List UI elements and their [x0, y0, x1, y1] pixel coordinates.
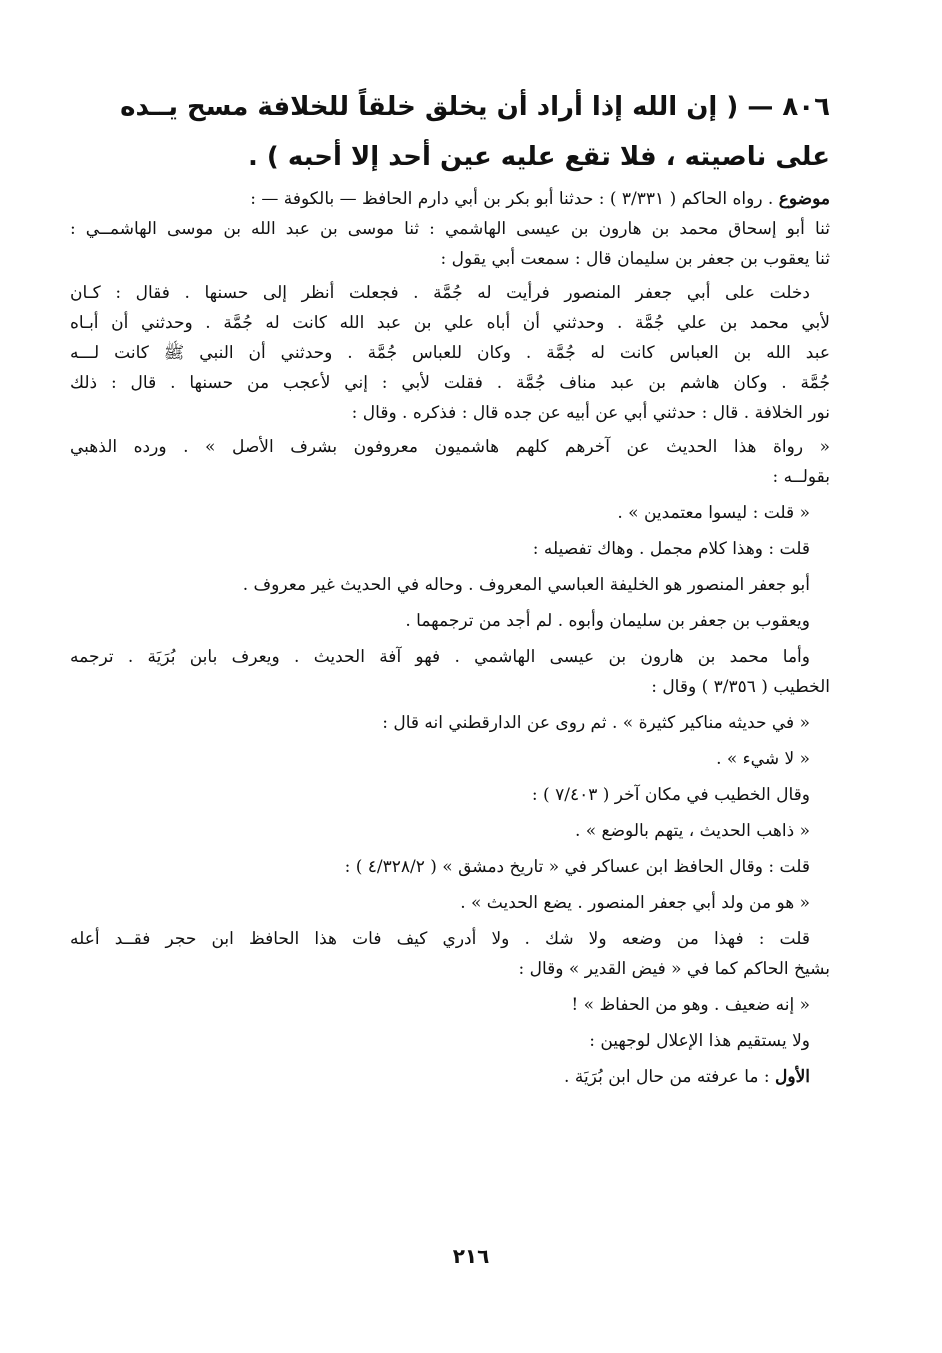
text-line: دخلت على أبي جعفر المنصور فرأيت له جُمَّة . فجعلت أنظر إلى حسنها . فقال : كـان — [70, 283, 810, 303]
text-line: « لا شيء » . — [716, 749, 810, 769]
heading-line-1: ٨٠٦ — ( إن الله إذا أراد أن يخلق خلقاً للخلافة مسح يــده — [120, 92, 830, 122]
text-line: « رواة هذا الحديث عن آخرهم كلهم هاشميون معروفون بشرف الأصل » . ورده الذهبي — [70, 437, 830, 457]
text-line: بشيخ الحاكم كما في « فيض القدير » وقال : — [518, 959, 830, 979]
text-line: « إنه ضعيف . وهو من الحفاظ » ! — [571, 995, 810, 1015]
text-line — [70, 1062, 830, 1092]
text-line: « في حديثه مناكير كثيرة » . ثم روى عن الدارقطني انه قال : — [382, 713, 810, 733]
page-number: ٢١٦ — [452, 1244, 490, 1268]
text-line: « ذاهب الحديث ، يتهم بالوضع » . — [574, 821, 810, 841]
text-line: ثنا أبو إسحاق محمد بن هارون بن عيسى الهاشمي : ثنا موسى بن عبد الله بن موسى الهاشمــي : — [70, 219, 830, 239]
text-line: جُمَّة . وكان هاشم بن عبد مناف جُمَّة . فقلت لأبي : إني لأعجب من حسنها . قال : ذلك — [70, 373, 830, 393]
first-reason-label: الأول — [775, 1067, 810, 1087]
line-text: . رواه الحاكم ( ٣/٣٣١ ) : حدثنا أبو بكر بن أبي دارم الحافظ — بالكوفة — : — [250, 189, 779, 209]
text-line: أبو جعفر المنصور هو الخليفة العباسي المعروف . وحاله في الحديث غير معروف . — [242, 575, 810, 595]
document-page — [70, 82, 830, 1092]
hadith-heading — [70, 82, 830, 182]
text-line: قلت : وهذا كلام مجمل . وهاك تفصيله : — [532, 539, 810, 559]
text-line: قلت : فهذا من وضعه ولا شك . ولا أدري كيف فات هذا الحافظ ابن حجر فقــد أعله — [70, 929, 810, 949]
text-line: « قلت : ليسوا معتمدين » . — [617, 503, 810, 523]
text-line: الخطيب ( ٣/٣٥٦ ) وقال : — [651, 677, 830, 697]
text-line: وأما محمد بن هارون بن عيسى الهاشمي . فهو آفة الحديث . ويعرف بابن بُرَيَة . ترجمه — [70, 647, 810, 667]
text-line: ولا يستقيم هذا الإعلال لوجهين : — [589, 1031, 810, 1051]
text-line: بقولــه : — [772, 467, 830, 487]
text-line: نور الخلافة . قال : حدثني أبي عن أبيه عن جده قال : فذكره . وقال : — [351, 403, 830, 423]
text-line: « هو من ولد أبي جعفر المنصور . يضع الحديث » . — [460, 893, 810, 913]
text-line: قلت : وقال الحافظ ابن عساكر في « تاريخ دمشق » ( ٤/٣٢٨/٢ ) : — [344, 857, 810, 877]
line-text: : ما عرفته من حال ابن بُرَيَة . — [564, 1067, 776, 1087]
verdict-label: موضوع — [778, 189, 830, 209]
text-line: عبد الله بن العباس كانت له جُمَّة . وكان للعباس جُمَّة . وحدثني أن النبي ﷺ كانت لـــه — [70, 343, 830, 363]
text-line: لأبي محمد بن علي جُمَّة . وحدثني أن أباه علي بن عبد الله كانت له جُمَّة . وحدثني أن أبـاه — [70, 313, 830, 333]
heading-line-2: على ناصيته ، فلا تقع عليه عين أحد إلا أحبه ) . — [247, 142, 830, 172]
text-line: ويعقوب بن جعفر بن سليمان وأبوه . لم أجد من ترجمهما . — [405, 611, 810, 631]
text-line: وقال الخطيب في مكان آخر ( ٧/٤٠٣ ) : — [531, 785, 810, 805]
text-line — [70, 184, 830, 214]
text-line: ثنا يعقوب بن جعفر بن سليمان قال : سمعت أبي يقول : — [440, 249, 830, 269]
